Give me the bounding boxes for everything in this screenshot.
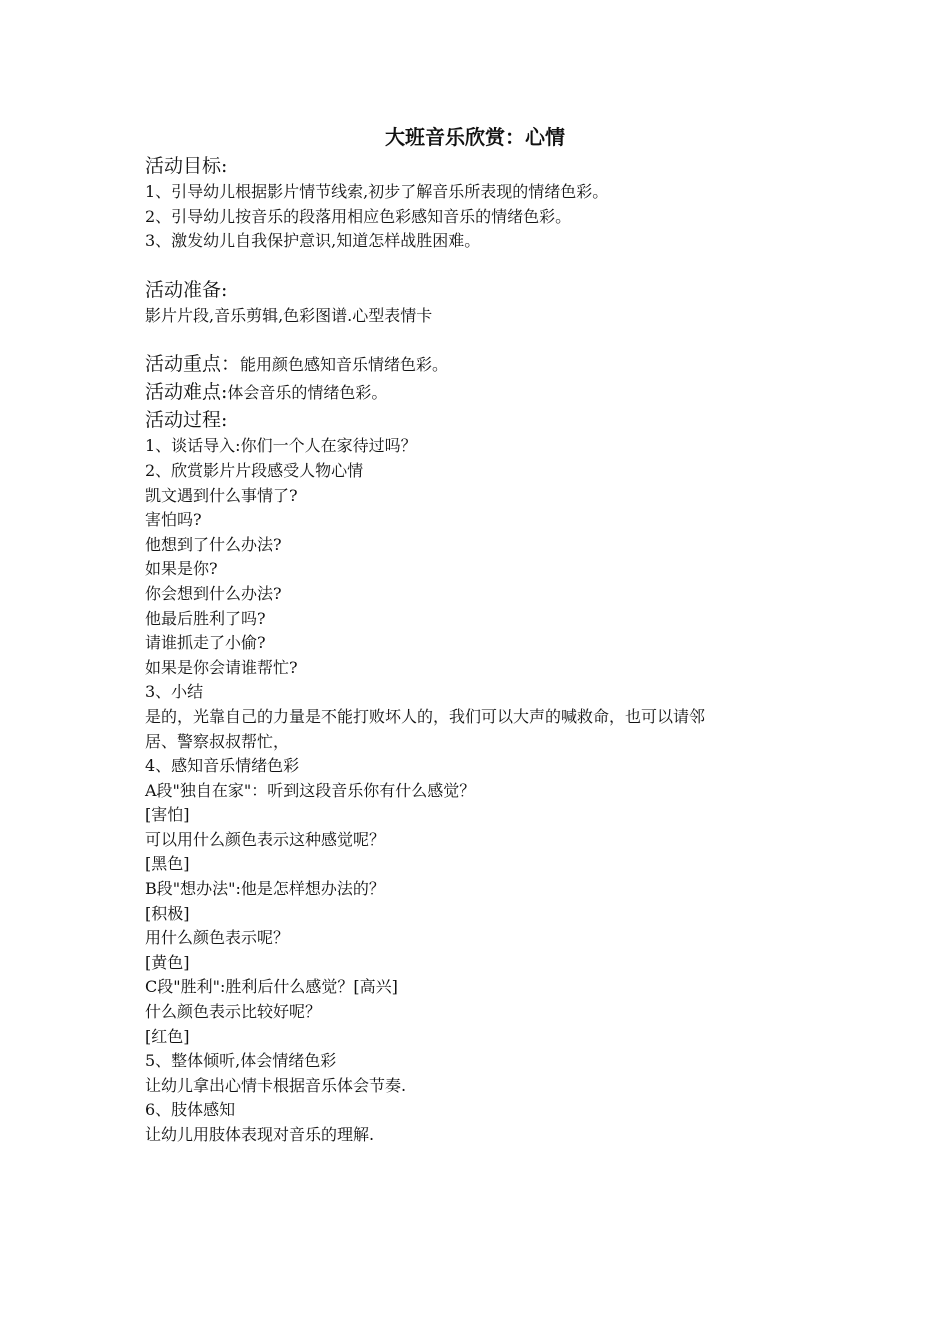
document-body: [145, 152, 825, 1148]
process-line: 6、肢体感知: [145, 1100, 236, 1120]
prep-text: 影片片段,音乐剪辑,色彩图谱.心型表情卡: [145, 305, 433, 325]
process-heading: 活动过程:: [145, 409, 228, 432]
spacer: [145, 328, 825, 350]
process-line: [黑色]: [145, 854, 190, 874]
difficulty-line: [145, 378, 825, 406]
process-line: [积极]: [145, 903, 190, 923]
process-line: 凯文遇到什么事情了?: [145, 485, 298, 505]
process-line: 用什么颜色表示呢？: [145, 928, 290, 948]
goal-item: 2、引导幼儿按音乐的段落用相应色彩感知音乐的情绪色彩。: [145, 206, 572, 226]
document-title: 大班音乐欣赏：心情: [385, 125, 565, 149]
spacer: [145, 254, 825, 276]
process-line: 请谁抓走了小偷?: [145, 633, 266, 653]
process-line: [红色]: [145, 1026, 190, 1046]
process-line: 可以用什么颜色表示这种感觉呢？: [145, 829, 386, 849]
process-line: 他最后胜利了吗?: [145, 608, 266, 628]
process-line: 5、整体倾听,体会情绪色彩: [145, 1051, 337, 1071]
goal-item: 1、引导幼儿根据影片情节线索,初步了解音乐所表现的情绪色彩。: [145, 182, 609, 201]
process-line: 什么颜色表示比较好呢？: [145, 1002, 322, 1022]
key-point-label: 活动重点：: [145, 353, 241, 376]
difficulty-label: 活动难点:: [145, 381, 228, 404]
process-line: 如果是你会请谁帮忙?: [145, 657, 298, 677]
process-line: C段"胜利":胜利后什么感觉？[高兴]: [145, 977, 398, 997]
process-line: A段"独自在家"：听到这段音乐你有什么感觉？: [145, 780, 476, 800]
process-line: B段"想办法":他是怎样想办法的？: [145, 879, 385, 899]
goals-heading: 活动目标:: [145, 155, 228, 177]
process-line: 1、谈话导入:你们一个人在家待过吗？: [145, 436, 417, 456]
process-line: 害怕吗?: [145, 510, 202, 530]
key-point-line: [145, 350, 825, 378]
process-list: [145, 434, 825, 1147]
process-line: 是的，光靠自己的力量是不能打败坏人的，我们可以大声的喊救命，也可以请邻: [145, 706, 706, 726]
process-line: 居、警察叔叔帮忙，: [145, 731, 290, 751]
process-line: 让幼儿用肢体表现对音乐的理解.: [145, 1125, 375, 1144]
process-line: [黄色]: [145, 952, 190, 972]
prep-heading: 活动准备:: [145, 278, 228, 301]
process-line: 4、感知音乐情绪色彩: [145, 756, 300, 776]
process-line: 2、欣赏影片片段感受人物心情: [145, 460, 364, 480]
process-line: 3、小结: [145, 682, 204, 702]
goal-item: 3、激发幼儿自我保护意识,知道怎样战胜困难。: [145, 231, 481, 251]
difficulty-text: 体会音乐的情绪色彩。: [227, 383, 388, 403]
process-line: [害怕]: [145, 805, 190, 825]
key-point-text: 能用颜色感知音乐情绪色彩。: [240, 355, 449, 375]
process-line: 你会想到什么办法?: [145, 583, 282, 603]
process-line: 如果是你?: [145, 559, 218, 579]
process-line: 让幼儿拿出心情卡根据音乐体会节奏.: [145, 1075, 407, 1095]
process-line: 他想到了什么办法?: [145, 534, 282, 554]
